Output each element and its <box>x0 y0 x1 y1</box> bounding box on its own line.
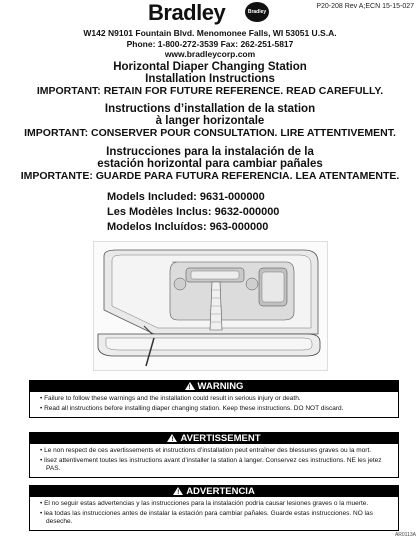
models-spanish: Modelos Incluídos: 963-000000 <box>107 221 269 233</box>
company-website: www.bradleycorp.com <box>164 49 256 59</box>
models-english: Models Included: 9631-000000 <box>107 191 265 203</box>
english-title-line1: Horizontal Diaper Changing Station <box>113 61 307 73</box>
spanish-important: IMPORTANTE: GUARDE PARA FUTURA REFERENCIA. LEA ATENTAMENTE. <box>20 170 400 182</box>
spanish-title-line1: Instrucciones para la instalación de la <box>106 146 314 158</box>
warning-header: !AVERTISSEMENT <box>30 433 398 444</box>
french-title-line2: à langer horizontale <box>155 115 265 127</box>
french-important: IMPORTANT: CONSERVER POUR CONSULTATION. LIRE ATTENTIVEMENT. <box>24 127 396 139</box>
bradley-logo <box>148 2 278 24</box>
warning-triangle-icon <box>173 487 183 495</box>
logo-emblem-icon: Bradley <box>245 2 269 22</box>
english-important: IMPORTANT: RETAIN FOR FUTURE REFERENCE. READ CAREFULLY. <box>36 85 384 97</box>
warning-box-english <box>29 380 399 418</box>
models-french: Les Modèles Inclus: 9632-000000 <box>107 206 280 218</box>
warning-box-spanish <box>29 485 399 531</box>
warning-item: • lisez attentivement toutes les instructions avant d’installer la station à langer. Conservez ces instructions. NE les jetez PAS. <box>40 457 382 472</box>
warning-header: !ADVERTENCIA <box>30 486 398 497</box>
english-title-line2: Installation Instructions <box>145 73 275 85</box>
warning-header: !WARNING <box>30 381 398 392</box>
logo-wordmark: Bradley <box>148 0 226 25</box>
warning-item: • Read all instructions before installing diaper changing station. Keep these instructions. DO NOT discard. <box>40 405 344 412</box>
diaper-station-illustration <box>94 242 327 370</box>
warning-box-french <box>29 432 399 478</box>
company-phone: Phone: 1-800-272-3539 Fax: 262-251-5817 <box>126 39 294 49</box>
document-number: P20-208 Rev A;ECN 15-15-027 <box>316 3 414 10</box>
warning-item: • El no seguir estas advertencias y las instrucciones para la instalación podría causar lesiones graves o la muerte. <box>40 500 369 507</box>
french-title-line1: Instructions d’installation de la station <box>104 103 316 115</box>
warning-triangle-icon <box>167 434 177 442</box>
warning-triangle-icon <box>185 382 195 390</box>
warning-item: • lea todas las instrucciones antes de instalar la estación para cambiar pañales. Guarde estas instrucciones. NO las deseche. <box>40 510 373 525</box>
warning-item: • Failure to follow these warnings and the installation could result in serious injury or death. <box>40 395 301 402</box>
product-image <box>93 241 328 371</box>
catalog-code: AR0113A <box>394 532 416 538</box>
warning-item: • Le non respect de ces avertissements et instructions d’installation peut entraîner des blessures graves ou la mort. <box>40 447 372 454</box>
company-address: W142 N9101 Fountain Blvd. Menomonee Falls, WI 53051 U.S.A. <box>83 28 337 38</box>
spanish-title-line2: estación horizontal para cambiar pañales <box>97 158 323 170</box>
